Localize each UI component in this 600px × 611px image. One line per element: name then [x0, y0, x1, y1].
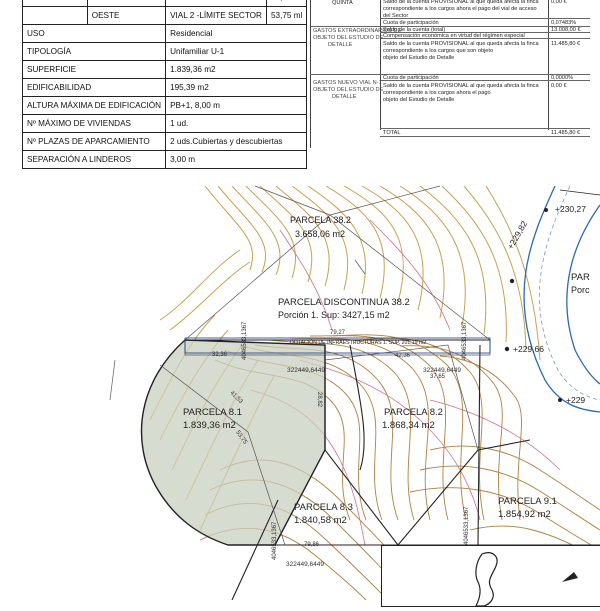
dimension-label: 53,75 [234, 429, 248, 446]
contour-line [300, 360, 480, 520]
coordinate-label: 322449,6449 [286, 561, 324, 568]
point-marker [505, 347, 509, 351]
coordinate-label: 322449,6449 [423, 367, 461, 374]
survey-line [355, 260, 365, 274]
row-value: 1 ud. [166, 115, 307, 133]
contour-line [160, 250, 240, 320]
parcel-area: Porción 1. Sup: 3427,15 m2 [278, 310, 390, 320]
econ-group-label: DETALLE [332, 94, 357, 100]
econ-text: Saldo de la cuenta PROVISIONAL al que queda afecta la finca [383, 41, 539, 47]
elevation-label: +229 [566, 395, 586, 405]
parcel-label: PARCELA 8.3 [294, 502, 353, 513]
row-label: EDIFICABILIDAD [23, 79, 166, 97]
parcel-label: PARCELA 8.1 [183, 407, 242, 418]
boundary-length: 53,75 ml [266, 7, 306, 25]
row-value: 2 uds.Cubiertas y descubiertas [166, 133, 307, 151]
elevation-label: +230,27 [555, 204, 586, 214]
coordinate-label: 4046533,1367 [242, 321, 248, 360]
row-label: TIPOLOGÍA [23, 43, 166, 61]
econ-group-label: GASTOS NUEVO VIAL N-1 [313, 80, 382, 86]
survey-line [325, 345, 478, 450]
dimension-label: 32,36 [212, 352, 228, 358]
row-value: 3,00 m [166, 151, 307, 169]
point-marker [510, 279, 514, 283]
row-label: SUPERFICIE [23, 61, 166, 79]
econ-text: Compensación económica en virtud del régimen especial [383, 33, 525, 39]
coordinate-label: 322449,6449 [287, 367, 325, 374]
road-edge [524, 186, 600, 412]
row-label: Nº MÁXIMO DE VIVIENDAS [23, 115, 166, 133]
total-label: TOTAL [383, 130, 401, 136]
parcel-area: 3.658,06 m2 [295, 229, 346, 239]
coordinate-label: 4046533,1367 [272, 521, 278, 560]
econ-text: objeto del Estudio de Detalle [383, 97, 455, 103]
parcel-label: PARCELA DISCONTINUA 38.2 [278, 297, 410, 308]
econ-value: 0,07483% [551, 20, 577, 26]
contour-line [218, 186, 266, 272]
row-value: 195,39 m2 [166, 79, 307, 97]
econ-group-label: DETALLE [328, 42, 353, 48]
location-inset-map [381, 545, 600, 607]
dimension-label: 41,53 [228, 390, 244, 406]
econ-value: 13.008,00 € [551, 27, 581, 33]
econ-text: Saldo de la cuenta PROVISIONAL al que queda afecta la finca [383, 83, 539, 89]
contour-line [464, 186, 526, 350]
elevation-label: +229,82 [505, 219, 530, 251]
econ-text: del Sector [383, 13, 409, 19]
econ-text: correspondiente a los cargos que son objeto [383, 48, 494, 54]
contour-line [442, 186, 506, 342]
contour-line [246, 186, 295, 278]
parcel-label: PAR [571, 272, 590, 283]
parcel-label: PARCELA 38.2 [290, 215, 351, 225]
contour-line [486, 186, 540, 360]
econ-text: correspondiente a los cargos ahora el pago [383, 90, 491, 96]
dimension-label: 79,86 [304, 542, 320, 548]
econ-text: Saldo de la cuenta (total) [383, 27, 446, 33]
island-outline [476, 553, 497, 606]
point-marker [558, 398, 562, 402]
parcel-area: 1.840,58 m2 [294, 515, 347, 526]
econ-group-label: GASTOS EXTRAORDINARIOS DE [313, 28, 402, 34]
econ-group-label: OBJETO DEL ESTUDIO DE [313, 35, 384, 41]
dimension-label: 28,82 [316, 392, 322, 408]
infra-label: DOTACIÓN DE INFRAESTRUCTURAS 1. SUP. 201,19 m2 [290, 340, 427, 346]
survey-line [330, 186, 440, 215]
row-label: SEPARACIÓN A LINDEROS [23, 151, 166, 169]
inset-drawing [382, 546, 600, 606]
dimension-label: 42,36 [395, 353, 411, 359]
row-label: ALTURA MÁXIMA DE EDIFICACIÓN [23, 97, 166, 115]
boundary-line [350, 345, 364, 470]
parcel-area: Porc [571, 285, 590, 295]
row-label: USO [23, 25, 166, 43]
econ-text: correspondiente a los cargos ahora el pago del vial de acceso [383, 6, 537, 12]
coordinate-label: 4046533,1367 [464, 506, 470, 545]
elevation-label: +229,66 [513, 344, 544, 354]
parcel-label: PARCELA 9.1 [498, 496, 557, 507]
contour-line [308, 186, 366, 294]
point-marker [544, 208, 548, 212]
parcel-area: 1.854,92 m2 [498, 509, 551, 520]
econ-value: 11.485,80 € [551, 41, 581, 47]
quinta-label: QUINTA [332, 0, 353, 6]
econ-value: 0,0000% [551, 75, 574, 81]
econ-text: objeto del Estudio de Detalle [383, 55, 455, 61]
contour-line [430, 400, 560, 470]
econ-text: Cuota de participación [383, 20, 439, 26]
row-value: Residencial [166, 25, 307, 43]
parcel-area: 1.839,36 m2 [183, 420, 236, 431]
row-value: PB+1, 8,00 m [166, 97, 307, 115]
parcel-area: 1.868,34 m2 [382, 420, 435, 431]
row-value: Unifamiliar U-1 [166, 43, 307, 61]
econ-text: Saldo de la cuenta PROVISIONAL al que queda afecta la finca [383, 0, 539, 5]
econ-group-label: OBJETO DEL ESTUDIO DE [313, 87, 384, 93]
dimension-label: 79,27 [330, 330, 346, 336]
boundary-side: OESTE [87, 7, 165, 25]
coordinate-label: 4046533,1367 [462, 321, 468, 360]
econ-value: 0,00 € [551, 0, 567, 5]
north-arrow-icon [562, 572, 578, 582]
contour-line [362, 186, 423, 310]
row-value: 1.839,36 m2 [166, 61, 307, 79]
econ-text: Cuota de participación [383, 75, 439, 81]
boundary-name: VIAL 2 -LÍMITE SECTOR [166, 7, 267, 25]
dimension-label: 37,65 [430, 374, 446, 380]
econ-value: 0,00 € [551, 83, 567, 89]
survey-line [255, 186, 330, 215]
parcel-label: PARCELA 8.2 [384, 407, 443, 418]
total-value: 11.485,80 € [551, 130, 581, 136]
survey-line [110, 360, 115, 400]
row-label: Nº PLAZAS DE APARCAMIENTO [23, 133, 166, 151]
